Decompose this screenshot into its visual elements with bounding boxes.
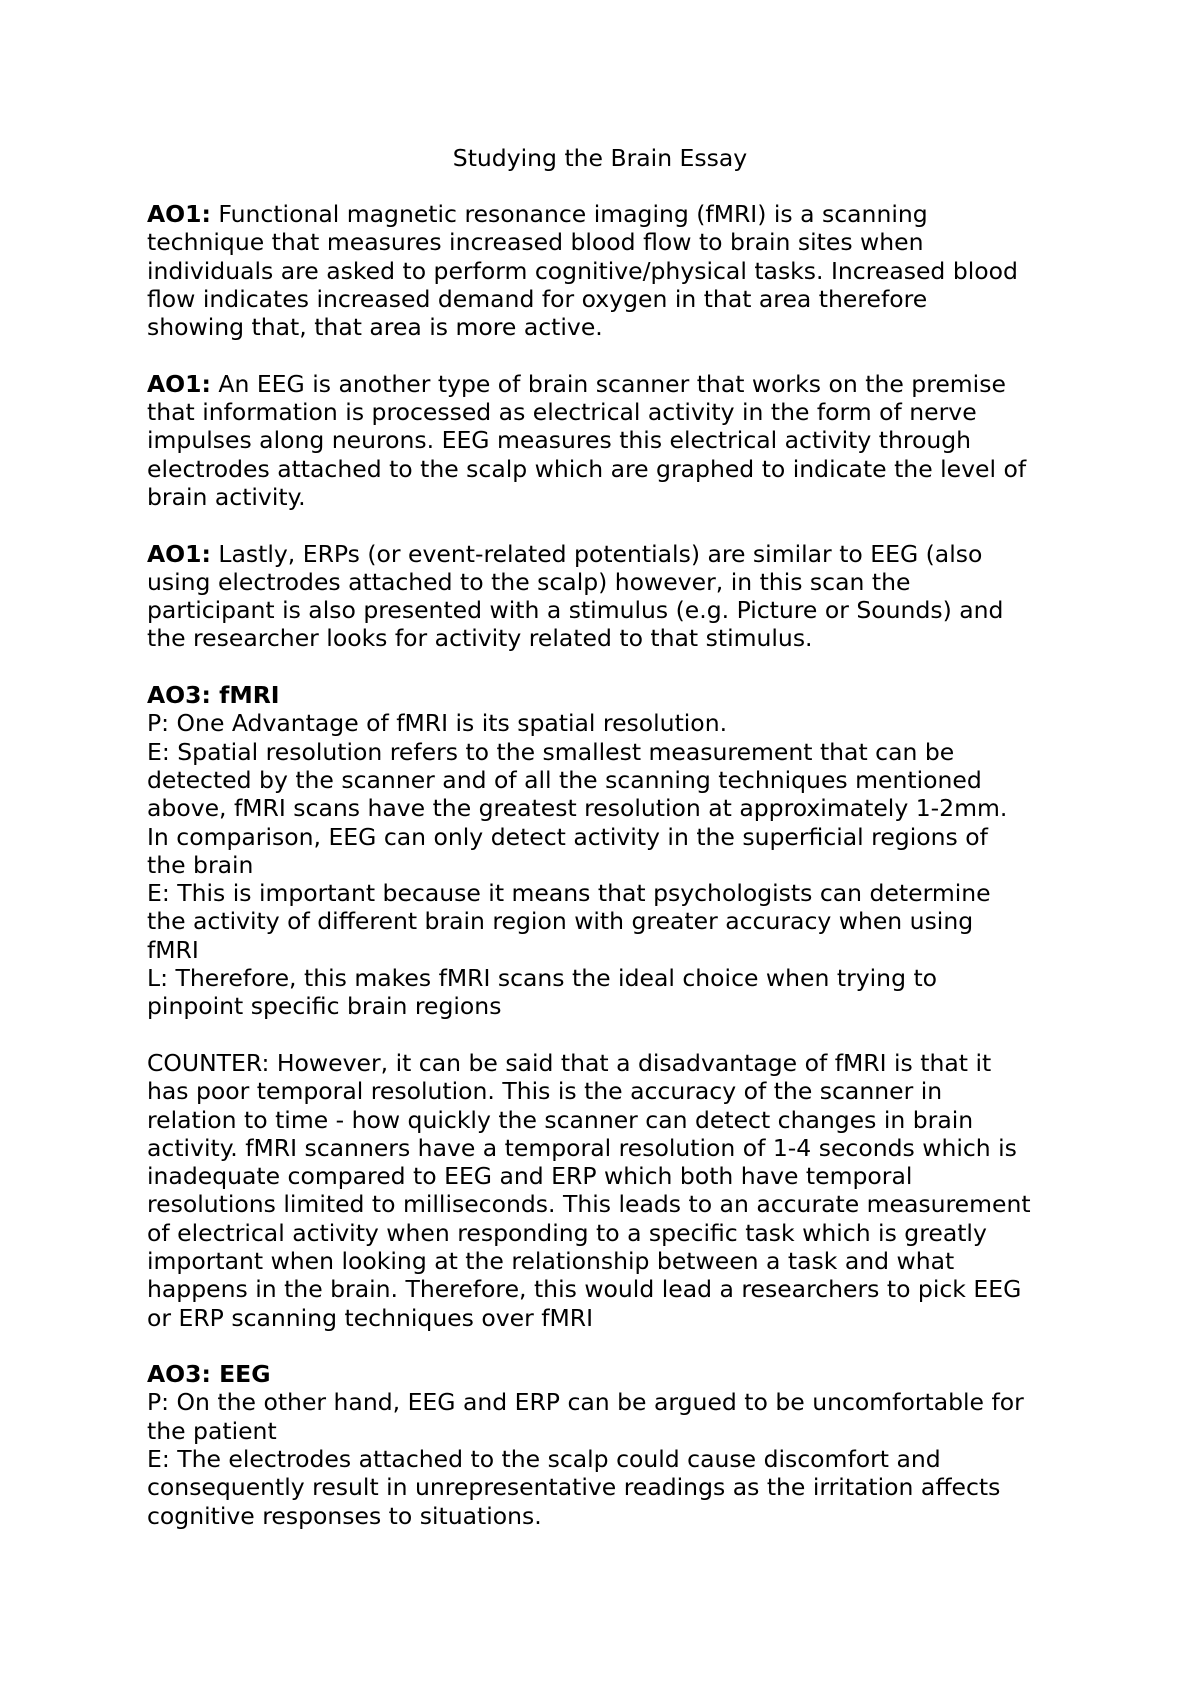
line-text: COUNTER: However, it can be said that a disadvantage of fMRI is that it bbox=[147, 1048, 992, 1077]
paragraph-line bbox=[147, 1304, 1067, 1332]
line-text: happens in the brain. Therefore, this would lead a researchers to pick EEG bbox=[147, 1275, 1022, 1304]
line-text: L: Therefore, this makes fMRI scans the ideal choice when trying to bbox=[147, 964, 938, 993]
paragraph-line bbox=[147, 936, 1067, 964]
section-label: AO3: EEG bbox=[147, 1360, 271, 1389]
paragraph-line bbox=[147, 1134, 1067, 1162]
line-text: In comparison, EEG can only detect activity in the superficial regions of bbox=[147, 822, 988, 851]
paragraph-line bbox=[147, 596, 1067, 624]
line-text: of electrical activity when responding to a specific task which is greatly bbox=[147, 1218, 987, 1247]
paragraph-line bbox=[147, 1275, 1067, 1303]
line-text: the brain bbox=[147, 850, 254, 879]
paragraph-line bbox=[147, 851, 1067, 879]
paragraph-line bbox=[147, 879, 1067, 907]
line-text: activity. fMRI scanners have a temporal resolution of 1-4 seconds which is bbox=[147, 1133, 1017, 1162]
line-text: impulses along neurons. EEG measures this electrical activity through bbox=[147, 426, 972, 455]
line-text: or ERP scanning techniques over fMRI bbox=[147, 1303, 594, 1332]
paragraph-line bbox=[147, 907, 1067, 935]
paragraph-line bbox=[147, 1247, 1067, 1275]
line-text: showing that, that area is more active. bbox=[147, 313, 603, 342]
paragraph-line bbox=[147, 1388, 1067, 1416]
line-text: resolutions limited to milliseconds. This leads to an accurate measurement bbox=[147, 1190, 1031, 1219]
essay-paragraph bbox=[147, 200, 1067, 341]
paragraph-line bbox=[147, 1219, 1067, 1247]
line-text: E: The electrodes attached to the scalp could cause discomfort and bbox=[147, 1445, 941, 1474]
paragraph-line bbox=[147, 285, 1067, 313]
essay-paragraph bbox=[147, 1049, 1067, 1332]
line-text: Lastly, ERPs (or event-related potentials) are similar to EEG (also bbox=[210, 539, 983, 568]
line-text: has poor temporal resolution. This is the accuracy of the scanner in bbox=[147, 1077, 943, 1106]
paragraph-line bbox=[147, 1445, 1067, 1473]
paragraph-line bbox=[147, 1162, 1067, 1190]
line-text: An EEG is another type of brain scanner that works on the premise bbox=[210, 369, 1006, 398]
line-text: E: Spatial resolution refers to the smallest measurement that can be bbox=[147, 737, 955, 766]
line-text: important when looking at the relationship between a task and what bbox=[147, 1246, 955, 1275]
line-text: detected by the scanner and of all the scanning techniques mentioned bbox=[147, 765, 982, 794]
paragraph-line bbox=[147, 483, 1067, 511]
line-text: the activity of different brain region with greater accuracy when using bbox=[147, 907, 974, 936]
section-label: AO1: bbox=[147, 369, 211, 398]
section-label: AO1: bbox=[147, 200, 211, 228]
line-text: electrodes attached to the scalp which are graphed to indicate the level of bbox=[147, 454, 1027, 483]
paragraph-line bbox=[147, 313, 1067, 341]
essay-paragraph bbox=[147, 540, 1067, 653]
paragraph-line bbox=[147, 823, 1067, 851]
line-text: above, fMRI scans have the greatest resolution at approximately 1-2mm. bbox=[147, 794, 1008, 823]
line-text: that information is processed as electrical activity in the form of nerve bbox=[147, 398, 977, 427]
paragraph-line bbox=[147, 568, 1067, 596]
paragraph-line bbox=[147, 624, 1067, 652]
line-text: individuals are asked to perform cognitive/physical tasks. Increased blood bbox=[147, 256, 1018, 285]
line-text: the researcher looks for activity related to that stimulus. bbox=[147, 624, 813, 653]
paragraph-line bbox=[147, 370, 1067, 398]
line-text: P: On the other hand, EEG and ERP can be argued to be uncomfortable for bbox=[147, 1388, 1024, 1417]
section-label: AO3: fMRI bbox=[147, 681, 280, 710]
paragraph-line bbox=[147, 1473, 1067, 1501]
paragraph-line bbox=[147, 766, 1067, 794]
paragraph-line bbox=[147, 992, 1067, 1020]
line-text: the patient bbox=[147, 1416, 277, 1445]
essay-body bbox=[147, 200, 1067, 1558]
paragraph-line bbox=[147, 228, 1067, 256]
paragraph-line bbox=[147, 1190, 1067, 1218]
paragraph-line bbox=[147, 738, 1067, 766]
line-text: participant is also presented with a stimulus (e.g. Picture or Sounds) and bbox=[147, 596, 1004, 625]
line-text: pinpoint specific brain regions bbox=[147, 992, 502, 1021]
paragraph-line bbox=[147, 964, 1067, 992]
essay-paragraph bbox=[147, 370, 1067, 511]
paragraph-line bbox=[147, 426, 1067, 454]
essay-paragraph bbox=[147, 681, 1067, 1021]
document-title: Studying the Brain Essay bbox=[452, 144, 748, 172]
paragraph-line bbox=[147, 1360, 1067, 1388]
paragraph-line bbox=[147, 1106, 1067, 1134]
line-text: using electrodes attached to the scalp) however, in this scan the bbox=[147, 567, 911, 596]
line-text: E: This is important because it means that psychologists can determine bbox=[147, 879, 991, 908]
line-text: inadequate compared to EEG and ERP which both have temporal bbox=[147, 1162, 913, 1191]
paragraph-line bbox=[147, 1502, 1067, 1530]
line-text: P: One Advantage of fMRI is its spatial resolution. bbox=[147, 709, 728, 738]
paragraph-line bbox=[147, 200, 1067, 228]
paragraph-line bbox=[147, 257, 1067, 285]
line-text: Functional magnetic resonance imaging (fMRI) is a scanning bbox=[210, 200, 928, 228]
line-text: flow indicates increased demand for oxygen in that area therefore bbox=[147, 284, 928, 313]
line-text: cognitive responses to situations. bbox=[147, 1501, 542, 1530]
paragraph-line bbox=[147, 681, 1067, 709]
section-label: AO1: bbox=[147, 539, 211, 568]
paragraph-line bbox=[147, 709, 1067, 737]
line-text: relation to time - how quickly the scanner can detect changes in brain bbox=[147, 1105, 974, 1134]
line-text: brain activity. bbox=[147, 482, 306, 511]
paragraph-line bbox=[147, 398, 1067, 426]
paragraph-line bbox=[147, 1417, 1067, 1445]
paragraph-line bbox=[147, 455, 1067, 483]
paragraph-line bbox=[147, 540, 1067, 568]
line-text: technique that measures increased blood flow to brain sites when bbox=[147, 228, 924, 257]
paragraph-line bbox=[147, 1049, 1067, 1077]
line-text: consequently result in unrepresentative readings as the irritation affects bbox=[147, 1473, 1001, 1502]
line-text: fMRI bbox=[147, 935, 199, 964]
essay-paragraph bbox=[147, 1360, 1067, 1530]
paragraph-line bbox=[147, 794, 1067, 822]
paragraph-line bbox=[147, 1077, 1067, 1105]
